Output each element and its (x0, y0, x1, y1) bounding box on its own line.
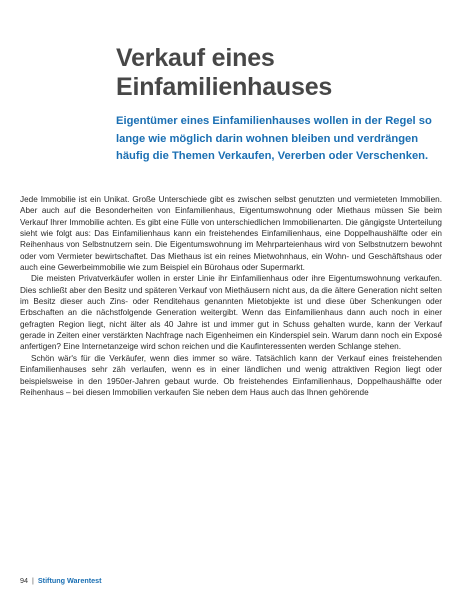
body-paragraph-1: Jede Immobilie ist ein Unikat. Große Unterschiede gibt es zwischen selbst genutzten und vermieteten Immobilien. Aber auch auf die Besonderheiten von Einfamilienhaus, Eigentumswohnung oder Miethaus müssen Sie beim Verkauf Ihrer Immobilie achten. Es gibt eine Fülle von unterschiedlichen Immobilienarten. Die gängigste Unterteilung sieht wie folgt aus: Das Einfamilienhaus kann ein freistehendes Einfamilienhaus, eine Doppelhaushälfte oder ein Reihenhaus von Selbstnutzern sein. Die Eigentumswohnung im Mehrparteienhaus wird von Selbstnutzern bewohnt oder vom Vermieter bewirtschaftet. Das Miethaus ist ein reines Mietwohnhaus, ein Wohn- und Geschäftshaus oder auch eine Gewerbeimmobilie wie zum Beispiel ein Bürohaus oder Supermarkt. (20, 195, 442, 273)
title-line-2: Einfamilienhauses (116, 73, 333, 101)
article-body (20, 194, 442, 398)
footer-separator: | (32, 576, 34, 585)
body-paragraph-2: Die meisten Privatverkäufer wollen in erster Linie ihr Einfamilienhaus oder ihre Eigentumswohnung verkaufen. Dies schließt aber den Besitz und späteren Verkauf von Miethäusern nicht aus, da die ältere Generation nicht selten im Besitz dieser auch Zins- oder Renditehaus genannten Mietobjekte ist und diese über Schenkungen oder Erbschaften an die nächstfolgende Generation weitergibt. Wenn das Einfamilienhaus dann auch noch in einer gefragten Region liegt, nicht älter als 40 Jahre ist und immer gut in Schuss gehalten wurde, kann der Verkauf gerade in Zeiten einer verstärkten Nachfrage nach Eigenheimen ein Kinderspiel sein. Warum dann noch ein Exposé anfertigen? Eine Internetanzeige wird schon reichen und die Kaufinteressenten werden Schlange stehen. (20, 274, 442, 352)
page-number: 94 (20, 576, 28, 585)
article-title (116, 44, 446, 102)
title-line-1: Verkauf eines (116, 44, 275, 72)
body-paragraph-3: Schön wär's für die Verkäufer, wenn dies immer so wäre. Tatsächlich kann der Verkauf eines freistehenden Einfamilienhauses sehr zäh verlaufen, wenn es in einer ländlichen und wenig attraktiven Region liegt oder beispielsweise in den 1950er-Jahren gebaut wurde. Ob freistehendes Einfamilienhaus, Doppelhaushälfte oder Reihenhaus – bei diesen Immobilien verkaufen Sie neben dem Haus auch das Ihnen gehörende (20, 353, 442, 397)
page-footer (20, 576, 102, 585)
article-lede: Eigentümer eines Einfamilienhauses wollen in der Regel so lange wie möglich darin wohnen bleiben und verdrängen häufig die Themen Verkaufen, Vererben oder Verschenken. (116, 115, 432, 162)
publisher-name: Stiftung Warentest (37, 576, 102, 585)
